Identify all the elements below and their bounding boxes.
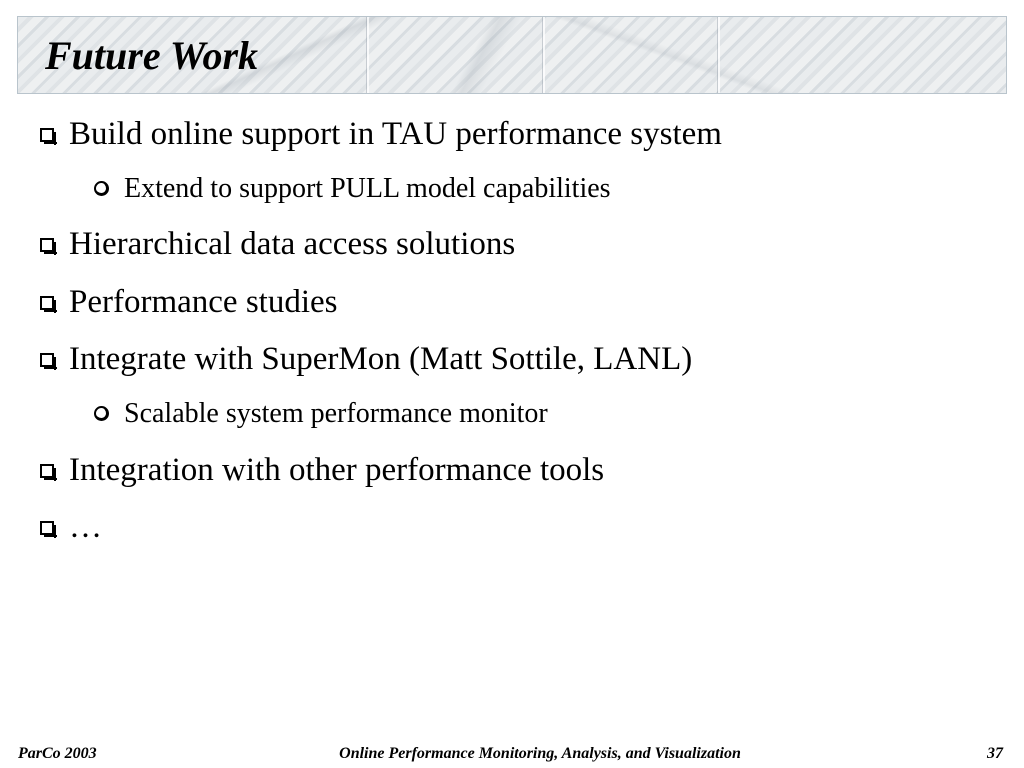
bullet-text: Performance studies (69, 284, 338, 320)
bullet-text: Integration with other performance tools (69, 452, 605, 488)
footer-page-number: 37 (987, 745, 1003, 762)
square-bullet-icon (40, 521, 54, 535)
footer-presentation-title: Online Performance Monitoring, Analysis, and Visualization (339, 745, 741, 762)
bullet-item (40, 450, 604, 490)
square-bullet-icon (40, 128, 54, 142)
ring-bullet-icon (94, 406, 109, 421)
bullet-text: Hierarchical data access solutions (69, 226, 516, 262)
bullet-text: Integrate with SuperMon (Matt Sottile, LANL) (69, 341, 693, 377)
square-bullet-icon (40, 238, 54, 252)
sub-bullet-text: Scalable system performance monitor (124, 398, 548, 429)
slide-title: Future Work (45, 33, 259, 78)
bullet-text: Build online support in TAU performance system (69, 116, 722, 152)
sub-bullet-text: Extend to support PULL model capabilities (124, 173, 611, 204)
bullet-item (40, 224, 515, 264)
bullet-text: … (69, 509, 102, 545)
bullet-item (40, 339, 692, 379)
bullet-item (40, 114, 722, 154)
bullet-item (40, 507, 102, 547)
sub-bullet-item (94, 397, 548, 431)
sub-bullet-item (94, 172, 611, 206)
footer-conference: ParCo 2003 (18, 745, 97, 762)
square-bullet-icon (40, 353, 54, 367)
ring-bullet-icon (94, 181, 109, 196)
square-bullet-icon (40, 464, 54, 478)
bullet-item (40, 282, 338, 322)
square-bullet-icon (40, 296, 54, 310)
